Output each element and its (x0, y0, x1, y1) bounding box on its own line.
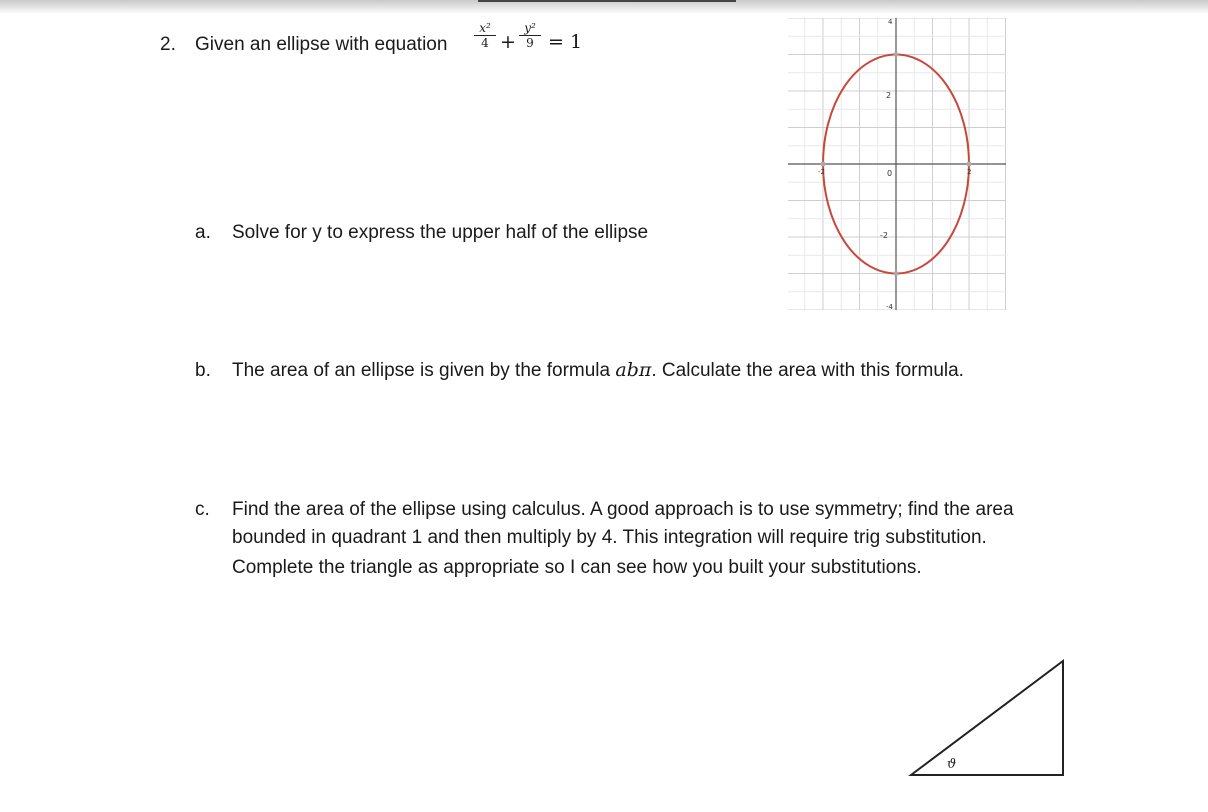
plus-sign: + (500, 31, 516, 53)
ellipse-vertex-point (821, 162, 826, 167)
y-tick-label-neg2: -2 (880, 231, 888, 240)
x-denominator: 4 (481, 36, 489, 50)
equation-rhs: = 1 (548, 31, 583, 53)
triangle-shape (911, 661, 1063, 775)
angle-theta-label: ϑ (947, 757, 957, 772)
y-tick-label-top: 4 (888, 18, 893, 26)
area-formula: abπ (615, 359, 652, 381)
part-a-text: Solve for y to express the upper half of the ellipse (232, 222, 649, 243)
part-c-line-2: bounded in quadrant 1 and then multiply by 4. This integration will require trig substitution. (232, 527, 987, 548)
x-fraction (474, 21, 496, 50)
x-tick-label-neg2: -2 (818, 168, 825, 176)
y-numerator: y² (524, 21, 536, 35)
part-a-marker: a. (195, 222, 211, 243)
right-triangle (905, 655, 1070, 781)
ellipse-vertex-point (894, 52, 899, 57)
ellipse-vertex-point (894, 271, 899, 276)
top-divider (478, 0, 736, 2)
top-shadow (0, 0, 1208, 14)
part-b-text-after: . Calculate the area with this formula. (651, 360, 964, 381)
ellipse-vertex-point (967, 162, 972, 167)
x-numerator: x² (479, 21, 491, 35)
part-b-marker: b. (195, 360, 211, 381)
y-denominator: 9 (526, 36, 534, 50)
problem-number: 2. (160, 34, 176, 55)
ellipse-graph (788, 18, 1006, 310)
problem-intro: Given an ellipse with equation (195, 34, 448, 55)
part-c-marker: c. (195, 499, 210, 520)
part-b-text (232, 356, 964, 385)
part-b-text-before: The area of an ellipse is given by the formula (232, 360, 611, 381)
y-fraction (519, 21, 541, 50)
part-c-line-3: Complete the triangle as appropriate so I can see how you built your substitutions. (232, 557, 922, 578)
y-tick-label-2: 2 (886, 91, 892, 100)
origin-label: 0 (887, 169, 893, 178)
x-tick-label-2: 2 (967, 168, 972, 176)
part-c-line-1: Find the area of the ellipse using calculus. A good approach is to use symmetry; find the area (232, 499, 1014, 520)
y-tick-label-bottom: -4 (886, 303, 893, 310)
